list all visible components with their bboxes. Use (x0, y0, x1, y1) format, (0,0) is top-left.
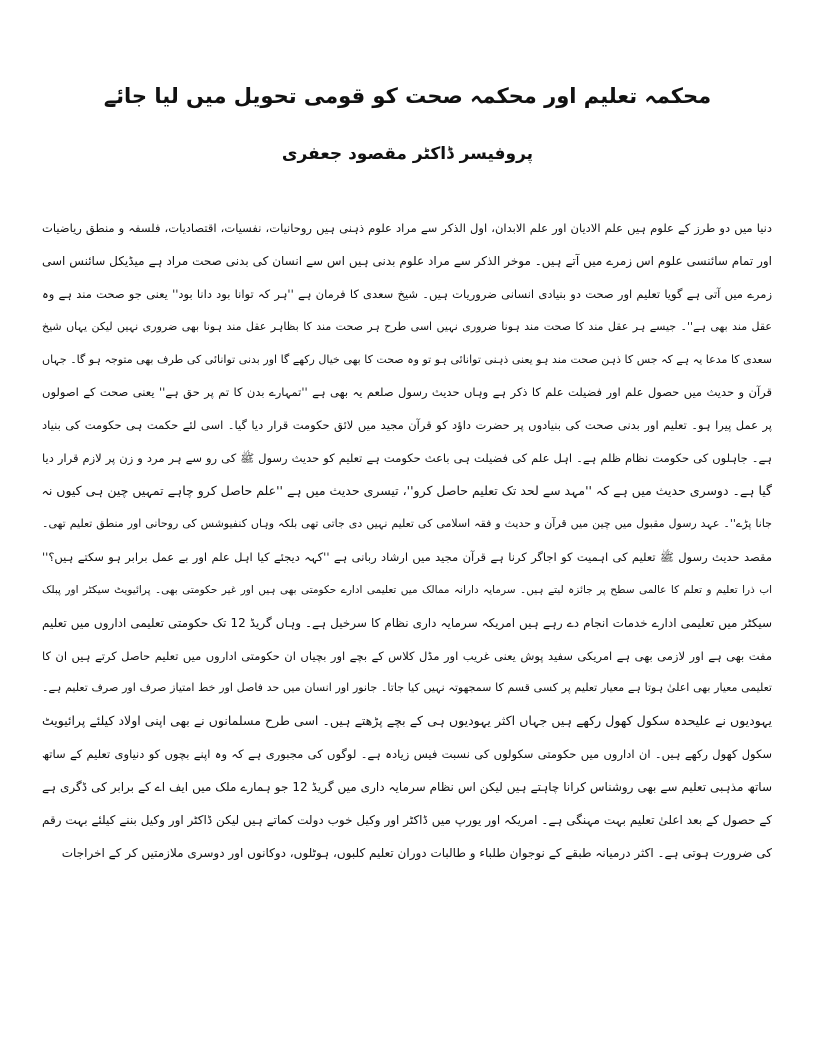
text-line: دنیا میں دو طرز کے علوم ہیں علم الادیان اور علم الابدان، اول الذکر سے مراد علوم ذہنی ہیں روحانیات، نفسیات، اقتصادیات، فلسفہ و منطق ریاضیات (42, 221, 772, 235)
text-line: جانا پڑے''۔ عہد رسول مقبول میں چین میں قرآن و حدیث و فقہ اسلامی کی تعلیم نہیں دی جاتی تھی بلکہ وہاں کنفیوشس کی روحانی اور منطق تعلیم تھی۔ (42, 517, 772, 531)
text-line: عقل مند بھی ہے''۔ جیسے ہر عقل مند کا صحت مند ہونا ضروری نہیں اسی طرح ہر صحت مند کا بظاہر عقل مند ہونا بھی ضروری نہیں لیکن یہاں شیخ (42, 319, 772, 333)
text-line: سعدی کا مدعا یہ ہے کہ جس کا ذہن صحت مند ہو یعنی ذہنی توانائی ہو تو وہ صحت کا بھی خیال رکھے گا اور بدنی توانائی کی طرف بھی متوجہ ہو گا۔ جہاں (42, 352, 772, 366)
text-line: مقصد حدیث رسول ﷺ تعلیم کی اہمیت کو اجاگر کرنا ہے قرآن مجید میں ارشاد ربانی ہے ''کہہ دیجئے کیا اہل علم اور بے عمل برابر ہو سکتے ہیں؟'' (42, 549, 772, 564)
author-byline: پروفیسر ڈاکٹر مقصود جعفری (281, 144, 534, 164)
text-line: ساتھ مذہبی تعلیم سے بھی روشناس کرانا چاہتے ہیں لیکن اس نظام سرمایہ داری میں گریڈ 12 جو ہمارے ملک میں ایف اے کے برابر کی ڈگری ہے (42, 780, 772, 795)
text-line: سیکٹر میں تعلیمی ادارے خدمات انجام دے رہے ہیں امریکہ سرمایہ داری نظام کا سرخیل ہے۔ وہاں گریڈ 12 تک حکومتی تعلیمی اداروں میں تعلیم (42, 615, 772, 630)
text-line: گیا ہے۔ دوسری حدیث میں ہے کہ ''مہد سے لحد تک تعلیم حاصل کرو''، تیسری حدیث میں ہے ''علم حاصل کرو چاہے تمہیں چین ہی کیوں نہ (42, 483, 772, 499)
text-line: مفت بھی ہے اور لازمی بھی ہے امریکی سفید پوش یعنی غریب اور مڈل کلاس کے بچے اور بچیاں ان حکومتی اداروں میں تعلیم حاصل کرتے ہیں ان کا (42, 648, 772, 663)
article-body (42, 212, 772, 870)
text-line: اب ذرا تعلیم و تعلم کا عالمی سطح پر جائزہ لیتے ہیں۔ سرمایہ دارانہ ممالک میں تعلیمی ادارے حکومتی بھی ہیں اور غیر حکومتی بھی۔ پرائیویٹ سیکٹر اور پبلک (42, 583, 772, 596)
text-line: پر عمل پیرا ہو۔ تعلیم اور بدنی صحت کی بنیادوں پر حضرت داؤد کو قرآن مجید میں لائق حکومت قرار دیا گیا۔ اسی لئے حکمت ہی حکومت کی بنیاد (42, 418, 772, 433)
text-line: قرآن و حدیث میں حصول علم اور فضیلت علم کا ذکر ہے وہاں حدیث رسول صلعم یہ بھی ہے ''تمہارے بدن کا تم پر حق ہے'' یعنی صحت کے اصولوں (42, 385, 772, 400)
text-line: سکول کھول رکھے ہیں۔ ان اداروں میں حکومتی سکولوں کی نسبت فیس زیادہ ہے۔ لوگوں کی مجبوری ہے کہ وہ اپنے بچوں کو دنیاوی تعلیم کے ساتھ (42, 747, 772, 762)
text-line: تعلیمی معیار بھی اعلیٰ ہوتا ہے معیار تعلیم پر کسی قسم کا سمجھوتہ نہیں کیا جاتا۔ جانور اور انسان میں حد فاصل اور خط امتیاز صرف اور صرف تعلیم ہے۔ (42, 681, 772, 695)
text-line: ہے۔ جاہلوں کی حکومت نظام ظلم ہے۔ اہل علم کی فضیلت ہی باعث حکومت ہے تعلیم کو حدیث رسول ﷺ کی رو سے ہر مرد و زن پر لازم قرار دیا (42, 451, 772, 466)
article-title: محکمہ تعلیم اور محکمہ صحت کو قومی تحویل میں لیا جائے (103, 84, 712, 108)
text-line: کے حصول کے بعد اعلیٰ تعلیم بہت مہنگی ہے۔ امریکہ اور یورپ میں ڈاکٹر اور وکیل خوب دولت کماتے ہیں لیکن ڈاکٹر اور وکیل بننے کیلئے بہت رقم (42, 813, 772, 828)
text-line: اور تمام سائنسی علوم اس زمرے میں آتے ہیں۔ موخر الذکر سے مراد علوم بدنی ہیں اس سے انسان کی بدنی صحت مراد ہے میڈیکل سائنس اسی (42, 253, 772, 268)
text-line: کی ضرورت ہوتی ہے۔ اکثر درمیانہ طبقے کے نوجوان طلباء و طالبات دوران تعلیم کلبوں، ہوٹلوں، دوکانوں اور دوسری ملازمتیں کر کے اخراجات (61, 845, 772, 860)
text-line: زمرے میں آتی ہے گویا تعلیم اور صحت دو بنیادی انسانی ضروریات ہیں۔ شیخ سعدی کا فرمان ہے ''ہر کہ توانا بود دانا بود'' یعنی جو صحت مند ہے وہ (42, 286, 772, 301)
text-line: یہودیوں نے علیحدہ سکول کھول رکھے ہیں جہاں اکثر یہودیوں ہی کے بچے پڑھتے ہیں۔ اسی طرح مسلمانوں نے بھی اپنی اولاد کیلئے پرائیویٹ (42, 713, 772, 729)
